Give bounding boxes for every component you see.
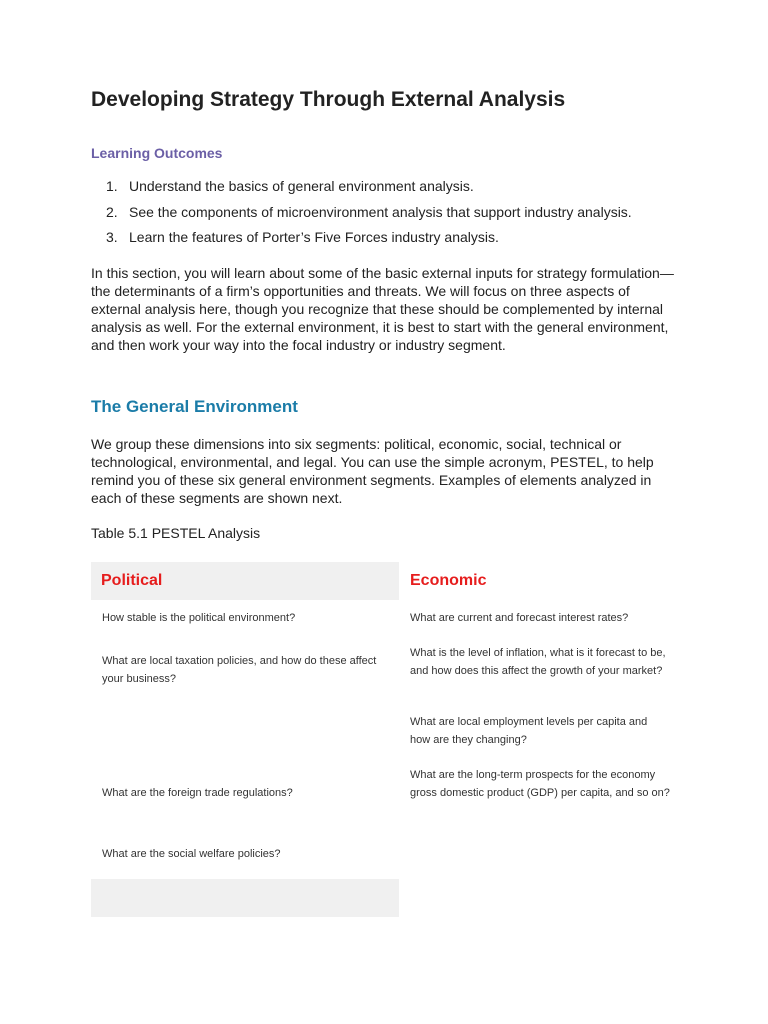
table-cell: What are current and forecast interest rates?: [410, 612, 629, 624]
table-cell: What is the level of inflation, what is it forecast to be, and how does this affect the growth of your market?: [410, 647, 666, 677]
table-cell: What are the social welfare policies?: [102, 848, 281, 860]
table-cell: What are the foreign trade regulations?: [102, 787, 293, 799]
general-environment-paragraph: We group these dimensions into six segments: political, economic, social, technical or technological, environmental, and legal. You can use the simple acronym, PESTEL, to help remind you of these six general environment segments. Examples of elements analyzed in each of these segments are shown next.: [91, 436, 654, 506]
intro-paragraph: In this section, you will learn about some of the basic external inputs for strategy formulation—the determinants of a firm’s opportunities and threats. We will focus on three aspects of external analysis here, though you recognize that these should be complemented by internal analysis as well. For the external environment, it is best to start with the general environment, and then work your way into the focal industry or industry segment.: [91, 265, 674, 353]
learning-outcomes-list: [91, 177, 632, 254]
table-cell: What are the long-term prospects for the economy gross domestic product (GDP) per capita, and so on?: [410, 769, 670, 799]
list-item-text: Understand the basics of general environment analysis.: [129, 178, 474, 194]
table-cell: How stable is the political environment?: [102, 612, 296, 624]
table-caption: Table 5.1 PESTEL Analysis: [91, 525, 261, 541]
list-item-number: 3.: [106, 229, 118, 245]
section-heading-general-environment: The General Environment: [91, 397, 298, 416]
table-shaded-row: [91, 879, 399, 917]
list-item-number: 1.: [106, 178, 118, 194]
learning-outcomes-heading: Learning Outcomes: [91, 145, 223, 161]
list-item: [91, 177, 632, 203]
table-cell: What are local employment levels per capita and how are they changing?: [410, 716, 648, 746]
list-item-number: 2.: [106, 203, 118, 220]
list-item-text: See the components of microenvironment analysis that support industry analysis.: [129, 203, 632, 220]
table-cell: What are local taxation policies, and how do these affect your business?: [102, 655, 377, 685]
list-item: [91, 228, 632, 254]
column-header-political: Political: [91, 562, 399, 600]
pestel-table: [91, 562, 691, 922]
page-title: Developing Strategy Through External Analysis: [91, 88, 566, 111]
list-item: [91, 203, 632, 229]
list-item-text: Learn the features of Porter’s Five Forces industry analysis.: [129, 229, 499, 245]
column-header-economic: Economic: [400, 562, 708, 600]
